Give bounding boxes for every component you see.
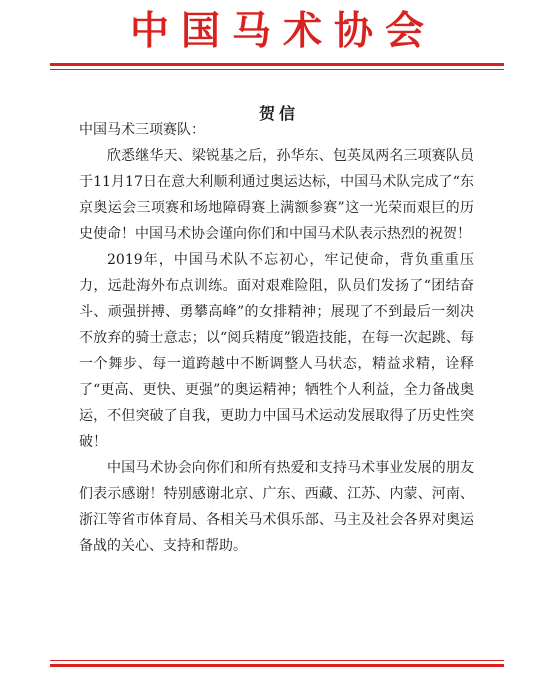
paragraph-congratulations: 欣悉继华天、梁锐基之后，孙华东、包英凤两名三项赛队员于11月17日在意大利顺利通过奥运达标，中国马术队完成了“东京奥运会三项赛和场地障碍赛上满额参赛”这一光荣而艰巨的历史使命！中国马术协会谨向你们和中国马术队表示热烈的祝贺！ [79, 148, 474, 242]
footer-divider-thin [50, 660, 504, 661]
salutation: 中国马术三项赛队： [79, 122, 205, 138]
organization-name: 中国马术协会 [129, 8, 436, 54]
paragraph-thanks: 中国马术协会向你们和所有热爱和支持马术事业发展的朋友们表示感谢！特别感谢北京、广东、西藏、江苏、内蒙、河南、浙江等省市体育局、各相关马术俱乐部、马主及社会各界对奥运备战的关心、支持和帮助。 [79, 460, 474, 554]
paragraph-training: 2019年，中国马术队不忘初心，牢记使命，背负重重压力，远赴海外布点训练。面对艰难险阻，队员们发扬了“团结奋斗、顽强拼搏、勇攀高峰”的女排精神；展现了不到最后一刻决不放弃的骑士意志；以“阅兵精度”锻造技能，在每一次起跳、每一个舞步、每一道跨越中不断调整人马状态，精益求精，诠释了“更高、更快、更强”的奥运精神；牺牲个人利益，全力备战奥运，不但突破了自我，更助力中国马术运动发展取得了历史性突破！ [79, 252, 474, 450]
footer-divider-thick [50, 664, 504, 667]
letter-body [79, 117, 474, 559]
header-divider-thick [50, 63, 504, 66]
header-divider-thin [50, 69, 504, 70]
document-title: 贺信 [258, 104, 299, 123]
